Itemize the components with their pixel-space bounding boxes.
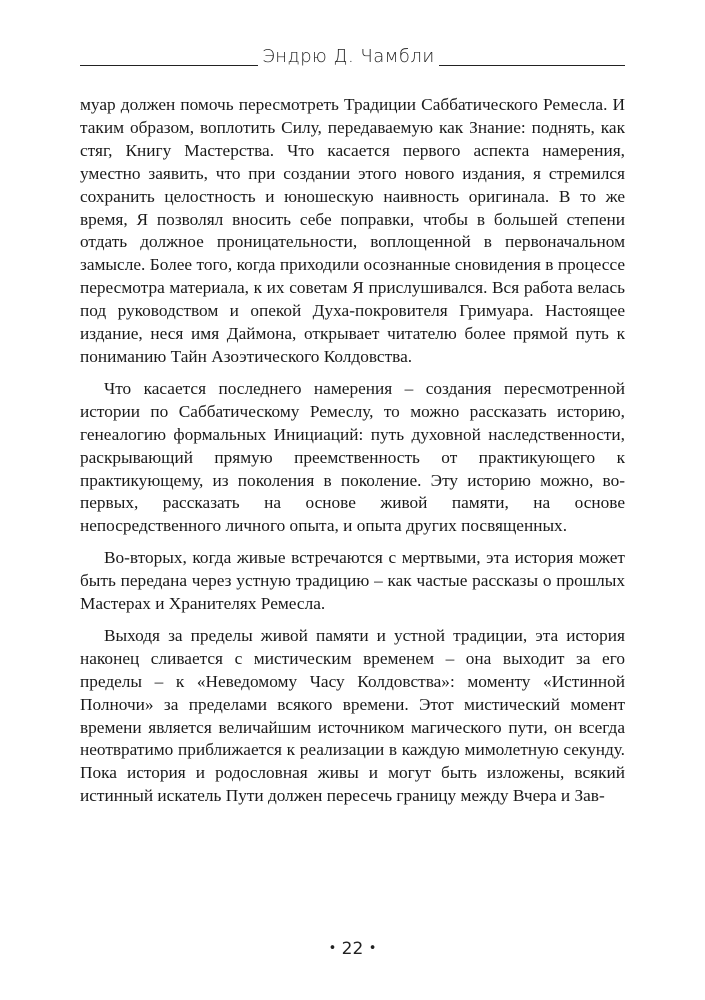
page-number: 22 — [341, 939, 364, 959]
page-footer — [0, 939, 705, 959]
folio-ornament-left: • — [328, 941, 337, 956]
running-head-author: Эндрю Д. Чамбли — [262, 46, 435, 67]
folio-ornament-right: • — [368, 941, 377, 956]
paragraph-4: Выходя за пределы живой памяти и устной традиции, эта история наконец сливается с мистическим временем – она выходит за его пределы – к «Неведомому Часу Колдовства»: моменту «Истинной Полночи» за пределами всякого времени. Этот мистический момент времени является величайшим источником магического пути, он всегда неотвратимо приближается к реализации в каждую мимолетную секунду. Пока история и родословная живы и могут быть изложены, всякий истинный искатель Пути должен пересечь границу между Вчера и Зав- — [80, 625, 625, 806]
paragraph-3: Во-вторых, когда живые встречаются с мертвыми, эта история может быть передана через устную традицию – как частые рассказы о прошлых Мастерах и Хранителях Ремесла. — [80, 548, 625, 614]
header-rule-right — [439, 65, 625, 66]
paragraph-2: Что касается последнего намерения – создания пересмотренной истории по Саббатическому Ремеслу, то можно рассказать историю, генеалогию формальных Инициаций: путь духовной наследственности, раскрывающий прямую преемственность от практикующего к практикующему, из поколения в поколение. Эту историю можно, во-первых, рассказать на основе живой памяти, на основе непосредственного личного опыта, и опыта других посвященных. — [80, 378, 625, 536]
header-rule-left — [80, 65, 258, 66]
body-text — [80, 94, 625, 817]
paragraph-1: муар должен помочь пересмотреть Традиции Саббатического Ремесла. И таким образом, воплотить Силу, передаваемую как Знание: поднять, как стяг, Книгу Мастерства. Что касается первого аспекта намерения, уместно заявить, что при создании этого нового издания, я стремился сохранить целостность и юношескую наивность оригинала. В то же время, Я позволял вносить себе поправки, чтобы в большей степени отдать должное проницательности, воплощенной в первоначальном замысле. Более того, когда приходили осознанные сновидения в процессе пересмотра материала, к их советам Я прислушивался. Вся работа велась под руководством и опекой Духа-покровителя Гримуара. Настоящее издание, неся имя Даймона, открывает читателю более прямой путь к пониманию Тайн Азоэтического Колдовства. — [80, 95, 625, 366]
running-head — [80, 46, 625, 74]
